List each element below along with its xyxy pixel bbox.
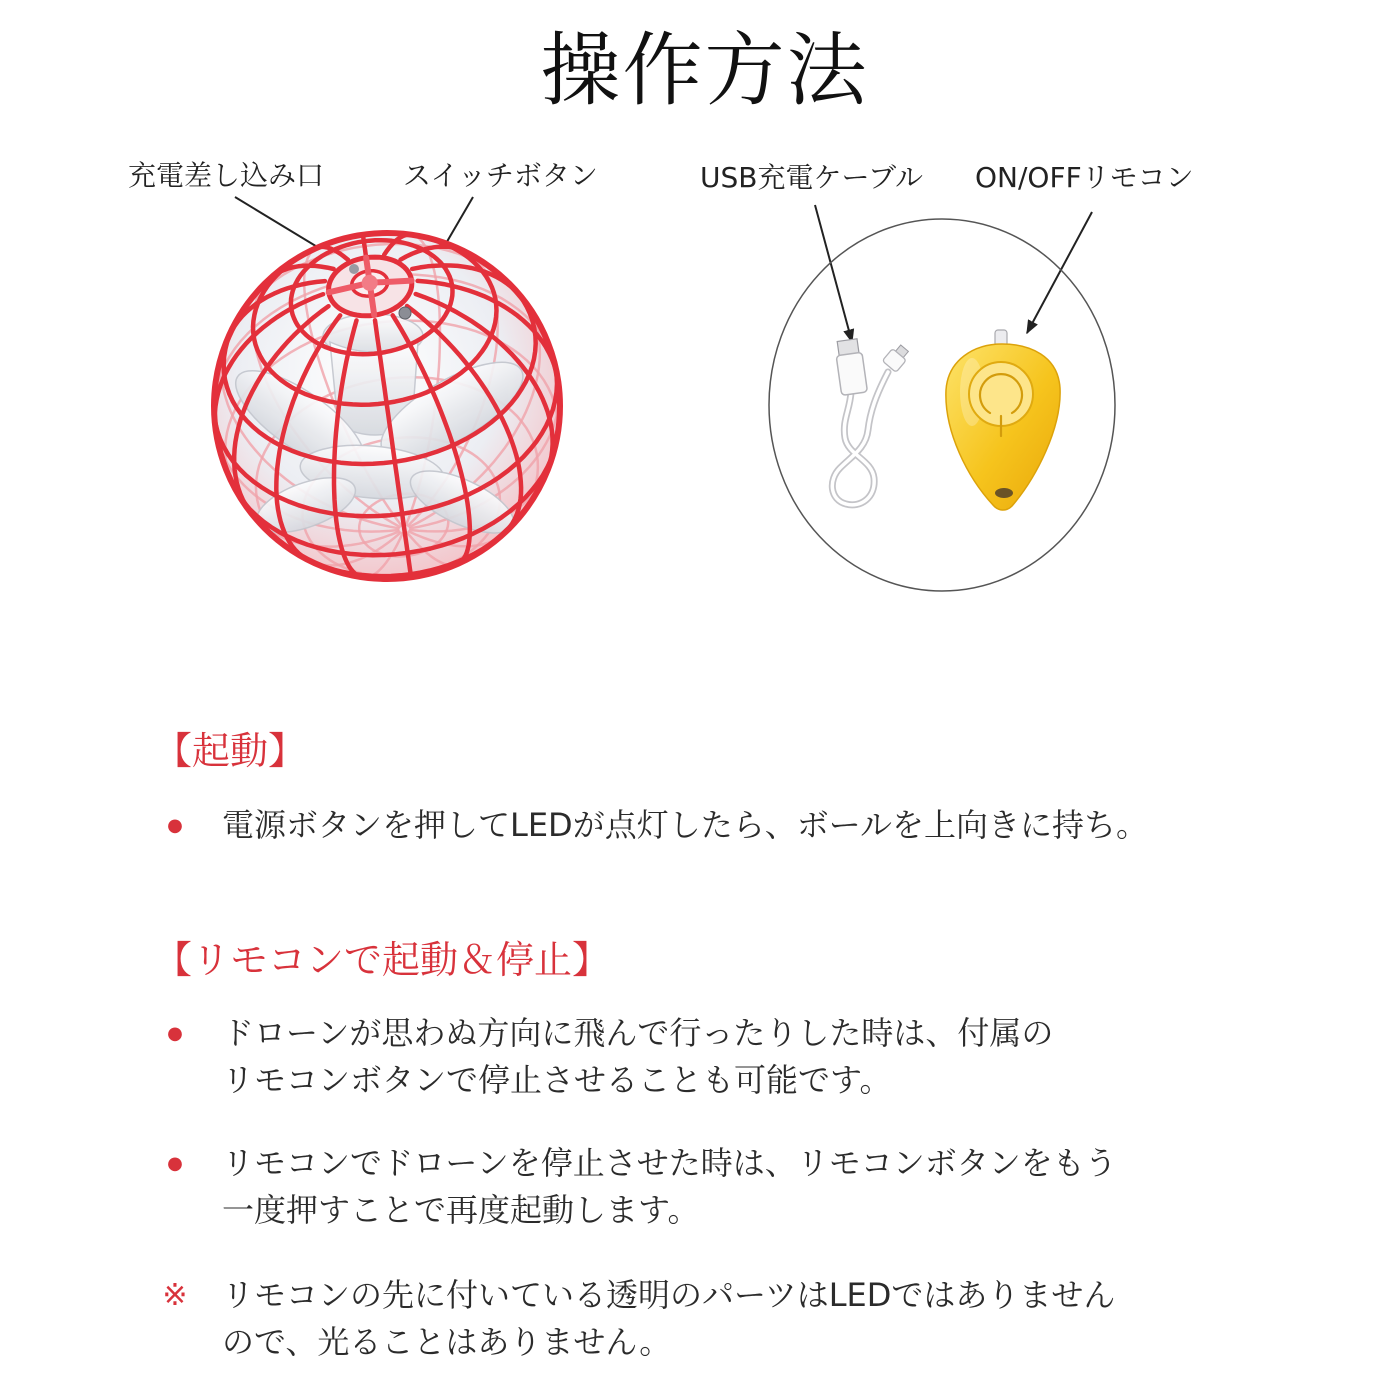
- remote-control: [946, 330, 1060, 510]
- label-usb-cable: USB充電ケーブル: [700, 161, 923, 194]
- note-text: ので、光ることはありません。: [222, 1323, 672, 1361]
- note-text: リモコンの先に付いている透明のパーツはLEDではありません: [222, 1276, 1116, 1314]
- remote-led-window: [995, 488, 1013, 498]
- usb-cable: [832, 338, 911, 505]
- section-heading-remote: 【リモコンで起動＆停止】: [154, 938, 611, 982]
- ball-mesh-line: [363, 235, 366, 255]
- list-item: [0, 1010, 1379, 1104]
- micro-usb-connector: [882, 342, 911, 372]
- reference-mark-icon: ※: [162, 1278, 188, 1313]
- usb-a-plug-body: [836, 352, 867, 395]
- list-item: [0, 1140, 1379, 1234]
- list-item-text: 一度押すことで再度起動します。: [222, 1191, 700, 1229]
- label-charging-port: 充電差し込み口: [128, 159, 325, 192]
- charging-port: [349, 264, 359, 274]
- section-heading-startup: 【起動】: [154, 729, 307, 773]
- ball-top-cap: [329, 257, 412, 316]
- label-remote: ON/OFFリモコン: [975, 161, 1194, 194]
- switch-button: [399, 307, 411, 319]
- list-item-text: 電源ボタンを押してLEDが点灯したら、ボールを上向きに持ち。: [222, 806, 1149, 844]
- leader-line-remote: [1027, 212, 1092, 333]
- label-switch-button: スイッチボタン: [403, 159, 598, 192]
- list-item-text: リモコンでドローンを停止させた時は、リモコンボタンをもう: [222, 1144, 1117, 1182]
- bullet-icon: ●: [167, 815, 183, 836]
- page-title: 操作方法: [540, 24, 869, 117]
- list-item: [0, 802, 1379, 896]
- flying-ball: [214, 233, 560, 579]
- accessories-circle: [769, 219, 1115, 591]
- usb-a-connector: [834, 338, 867, 395]
- list-item-text: リモコンボタンで停止させることも可能です。: [222, 1061, 892, 1099]
- bullet-icon: ●: [167, 1153, 183, 1174]
- bullet-icon: ●: [167, 1023, 183, 1044]
- list-item-note: [0, 1272, 1379, 1366]
- ball-cap-center: [362, 275, 378, 291]
- accessories: [769, 219, 1115, 591]
- list-item-text: ドローンが思わぬ方向に飛んで行ったりした時は、付属の: [222, 1014, 1054, 1052]
